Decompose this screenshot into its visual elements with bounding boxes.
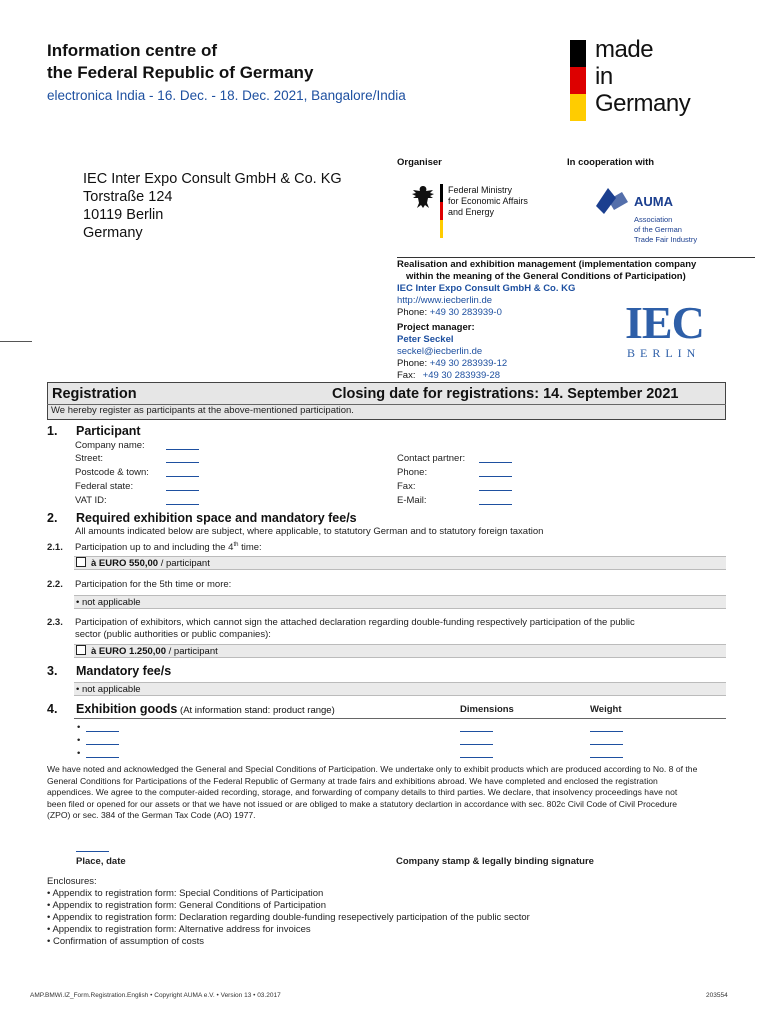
made-in-germany-logo (568, 36, 698, 124)
fax-field[interactable] (479, 490, 512, 491)
flag-red-stripe (570, 67, 586, 94)
bmwi-stripe-red (440, 202, 443, 220)
management-heading: Realisation and exhibition management (implementation company within the meaning of the General Conditions of Participation) (397, 259, 697, 282)
section21-number: 2.1. (47, 542, 63, 553)
enclosure-item: • Confirmation of assumption of costs (47, 936, 204, 947)
project-manager-email-link[interactable]: seckel@iecberlin.de (397, 346, 483, 357)
logo-in: in (595, 63, 613, 90)
goods-item-3-field[interactable] (86, 757, 119, 758)
organiser-address (83, 170, 342, 242)
goods-bullet-1: • (77, 722, 81, 733)
auma-mark-icon (594, 186, 634, 216)
enclosure-item: • Appendix to registration form: Declaration regarding double-funding resepectively participation of the public sector (47, 912, 530, 923)
footer-left: AMP.BMWi.IZ_Form.Registration.English • Copyright AUMA e.V. • Version 13 • 03.2017 (30, 992, 281, 999)
section23-option: à EURO 1.250,00 / participant (74, 644, 726, 658)
goods-dimensions-3-field[interactable] (460, 757, 493, 758)
goods-item-1-field[interactable] (86, 731, 119, 732)
logo-made: made (595, 36, 654, 63)
vat-label: VAT ID: (75, 495, 107, 506)
flag-black-stripe (570, 40, 586, 67)
contact-partner-label: Contact partner: (397, 453, 466, 464)
section1-title: Participant (76, 424, 141, 438)
closing-date: Closing date for registrations: 14. September 2021 (332, 386, 679, 402)
section22-value: • not applicable (74, 595, 726, 609)
project-manager-label: Project manager: (397, 322, 475, 333)
contact-partner-field[interactable] (479, 462, 512, 463)
section1-number: 1. (47, 424, 58, 438)
logo-germany: Germany (595, 90, 691, 117)
federal-state-label: Federal state: (75, 481, 134, 492)
enclosure-item: • Appendix to registration form: General Conditions of Participation (47, 900, 326, 911)
weight-header: Weight (590, 704, 622, 715)
organiser-city: 10119 Berlin (83, 207, 164, 223)
goods-weight-3-field[interactable] (590, 757, 623, 758)
section4-number: 4. (47, 702, 58, 716)
goods-item-2-field[interactable] (86, 744, 119, 745)
project-manager-phone: Phone: +49 30 283939-12 (397, 358, 508, 369)
project-manager-fax: Fax: +49 30 283939-28 (397, 370, 501, 381)
auma-tagline: Association of the German Trade Fair Industry (634, 215, 698, 244)
goods-bullet-3: • (77, 748, 81, 759)
enclosure-item: • Appendix to registration form: Special Conditions of Participation (47, 888, 324, 899)
section23-number: 2.3. (47, 617, 63, 628)
company-name-label: Company name: (75, 440, 145, 451)
iec-logo-berlin: BERLIN (627, 346, 701, 360)
registration-title: Registration (52, 386, 137, 402)
management-company: IEC Inter Expo Consult GmbH & Co. KG (397, 283, 576, 294)
iec-logo: IEC (625, 297, 704, 348)
postcode-field[interactable] (166, 476, 199, 477)
goods-weight-2-field[interactable] (590, 744, 623, 745)
title-line1: Information centre of (47, 41, 218, 60)
section23-text: Participation of exhibitors, which cannot sign the attached declaration regarding double-funding respectively participation of the public sector (public authorities or public companies): (75, 617, 635, 640)
section23-checkbox[interactable] (76, 645, 86, 655)
fax-label: Fax: (397, 481, 416, 492)
place-date-field[interactable] (76, 851, 109, 852)
goods-dimensions-1-field[interactable] (460, 731, 493, 732)
phone-label: Phone: (397, 467, 428, 478)
management-phone: Phone: +49 30 283939-0 (397, 307, 502, 318)
dimensions-header: Dimensions (460, 704, 514, 715)
section4-title: Exhibition goods (At information stand: product range) (76, 702, 335, 716)
bmwi-stripe-black (440, 184, 443, 202)
flag-gold-stripe (570, 94, 586, 121)
organiser-street: Torstraße 124 (83, 189, 173, 205)
project-manager-name: Peter Seckel (397, 334, 454, 345)
goods-bullet-2: • (77, 735, 81, 746)
goods-header-divider (74, 718, 726, 719)
vat-field[interactable] (166, 504, 199, 505)
declaration-text: We have noted and acknowledged the General and Special Conditions of Participation. We undertake only to exhibit products which are produced according to No. 8 of the General Conditions for Participations of the Federal Republic of Germany at trade fairs and exhibitions abroad. We have completed and enclosed the registration appendices. We agree to the computer-aided recording, storage, and forwarding of company details to third parties. We declare, that insolvency proceedings have not been filed or opened for our assets or that we have not issued or are obliged to make a statutory declartion in accordance with sec. 802c Civil Code of Civil Procedure (ZPO) or sec. 384 of the German Tax Code (AO) 1977. (47, 764, 698, 820)
section22-number: 2.2. (47, 579, 63, 590)
company-name-field[interactable] (166, 449, 199, 450)
enclosure-item: • Appendix to registration form: Alternative address for invoices (47, 924, 311, 935)
auma-name: AUMA (634, 194, 673, 209)
event-subtitle: electronica India - 16. Dec. - 18. Dec. 2021, Bangalore/India (47, 88, 406, 103)
section2-number: 2. (47, 511, 58, 525)
section3-title: Mandatory fee/s (76, 664, 172, 678)
section21-text: Participation up to and including the 4th time: (75, 542, 262, 554)
title-line2: the Federal Republic of Germany (47, 63, 314, 82)
section2-title: Required exhibition space and mandatory fee/s (76, 511, 357, 525)
footer-right: 203554 (706, 992, 728, 999)
organiser-country: Germany (83, 225, 143, 241)
email-field[interactable] (479, 504, 512, 505)
section22-text: Participation for the 5th time or more: (75, 579, 232, 590)
section21-checkbox[interactable] (76, 557, 86, 567)
enclosures-heading: Enclosures: (47, 876, 97, 887)
bmwi-name: Federal Ministry for Economic Affairs and Energy (448, 185, 528, 217)
tax-note: All amounts indicated below are subject, where applicable, to statutory German and to statutory foreign taxation (75, 526, 544, 537)
postcode-label: Postcode & town: (75, 467, 149, 478)
street-label: Street: (75, 453, 103, 464)
enclosures-list (47, 876, 530, 948)
page-title (47, 40, 313, 84)
management-divider (397, 257, 755, 258)
federal-eagle-icon (408, 184, 438, 214)
section21-option: à EURO 550,00 / participant (74, 556, 726, 570)
cooperation-label: In cooperation with (567, 157, 655, 168)
fold-mark (0, 341, 32, 342)
street-field[interactable] (166, 462, 199, 463)
organiser-company: IEC Inter Expo Consult GmbH & Co. KG (83, 171, 342, 187)
management-url-link[interactable]: http://www.iecberlin.de (397, 295, 493, 306)
federal-state-field[interactable] (166, 490, 199, 491)
phone-field[interactable] (479, 476, 512, 477)
place-date-label: Place, date (76, 856, 126, 867)
auma-logo (594, 186, 634, 220)
section3-number: 3. (47, 664, 58, 678)
bmwi-stripe-gold (440, 220, 443, 238)
organiser-label: Organiser (397, 157, 442, 168)
section3-value: • not applicable (74, 682, 726, 696)
email-label: E-Mail: (397, 495, 427, 506)
goods-weight-1-field[interactable] (590, 731, 623, 732)
registration-intro: We hereby register as participants at the above-mentioned participation. (51, 405, 354, 416)
goods-dimensions-2-field[interactable] (460, 744, 493, 745)
signature-label: Company stamp & legally binding signature (396, 856, 594, 867)
